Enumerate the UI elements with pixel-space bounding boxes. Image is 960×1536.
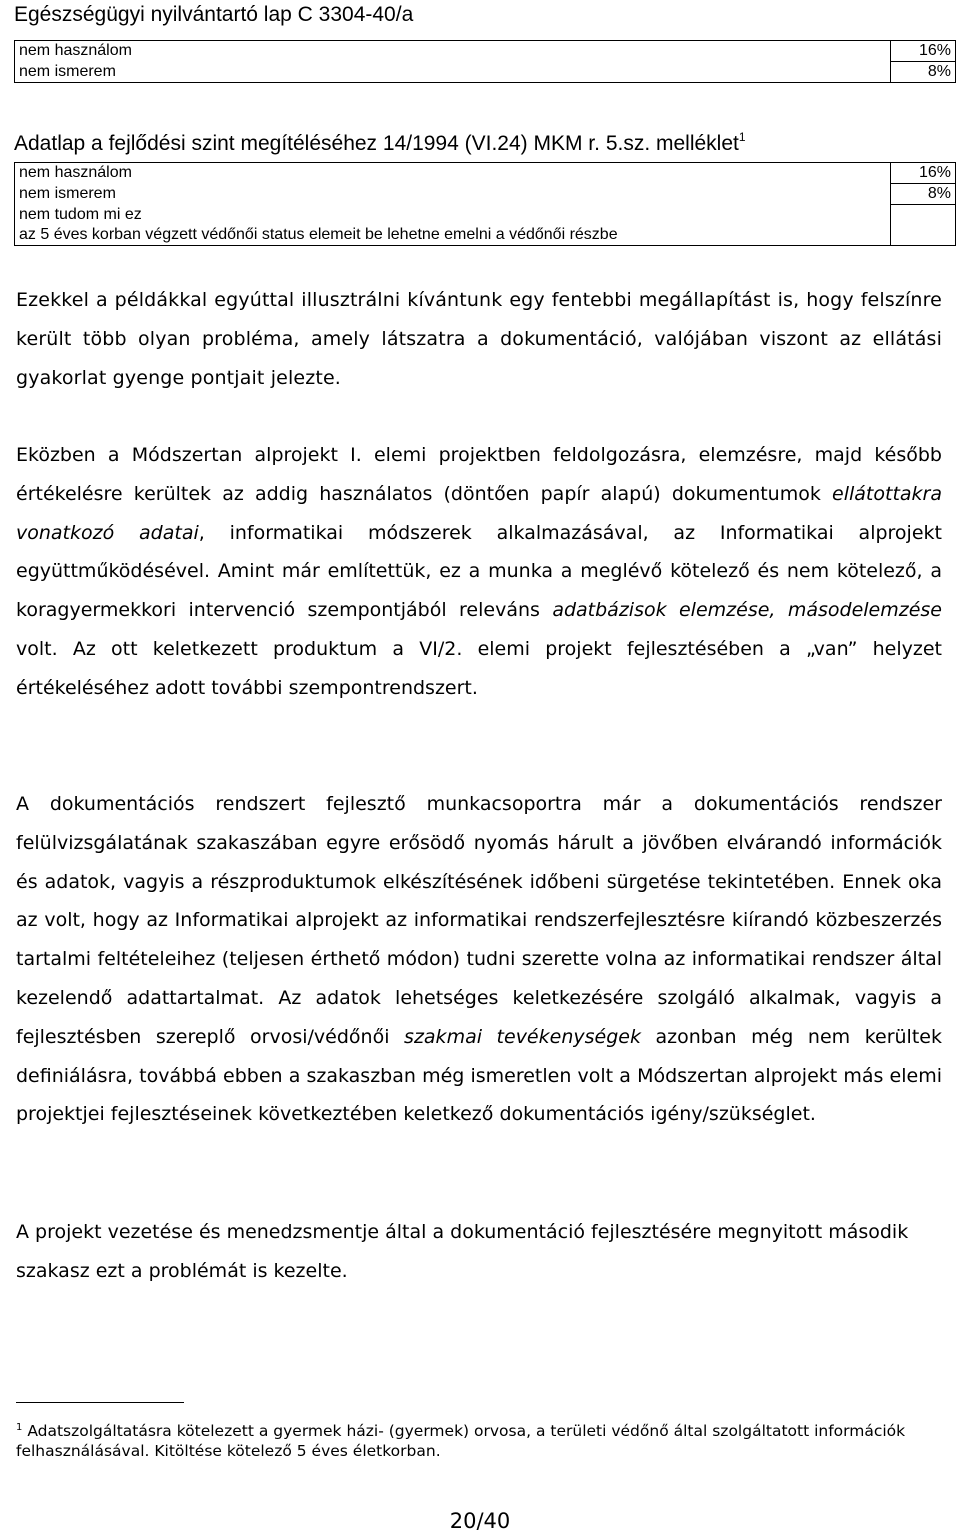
paragraph-3-italic-1: szakmai tevékenységek	[404, 1025, 641, 1048]
row-label: nem használom	[15, 41, 891, 62]
paragraph-2-text-a: Eközben a Módszertan alprojekt I. elemi projektben feldolgozásra, elemzésre, majd később értékelésre kerültek az addig használatos (döntően papír alapú) dokumentumok	[16, 444, 942, 505]
paragraph-2-italic-2: adatbázisok elemzése, másodelemzése	[552, 599, 942, 622]
section-title	[14, 124, 746, 157]
table-row	[15, 184, 956, 205]
paragraph-2-text-b: , informatikai módszerek alkalmazásával, az Informatikai alprojekt együttműködésével. Amint már említettük, ez a munka a meglévő kötelező és nem kötelező, a koragyermekkori intervenció szempontjából releváns	[16, 521, 942, 622]
document-title: Egészségügyi nyilvántartó lap C 3304-40/a	[14, 3, 414, 26]
row-label: nem ismerem	[15, 62, 891, 83]
row-value: 8%	[891, 184, 956, 205]
paragraph-2-italic-1: ellátottakra vonatkozó adatai	[16, 482, 942, 544]
row-value: 16%	[891, 163, 956, 184]
row-label: nem használom	[15, 163, 891, 184]
footnote-reference: 1	[738, 130, 746, 144]
paragraph-2-text-c: volt. Az ott keletkezett produktum a VI/2. elemi projekt fejlesztésében a „van” helyzet értékeléséhez adott további szempontrendszert.	[16, 637, 942, 699]
footnote-separator	[16, 1402, 184, 1403]
table-row	[15, 205, 956, 226]
row-value	[891, 225, 956, 246]
paragraph-3	[16, 785, 942, 1134]
paragraph-2	[16, 436, 942, 708]
footnote-number: 1	[16, 1422, 23, 1433]
table-row	[15, 225, 956, 246]
survey-table-2	[14, 162, 956, 246]
row-label: az 5 éves korban végzett védőnői status elemeit be lehetne emelni a védőnői részbe	[15, 225, 891, 246]
page-number: 20/40	[449, 1509, 511, 1533]
table-row	[15, 62, 956, 83]
footnote	[16, 1418, 946, 1461]
paragraph-4: A projekt vezetése és menedzsmentje által a dokumentáció fejlesztésére megnyitott második szakasz ezt a problémát is kezelte.	[16, 1221, 909, 1282]
row-label: nem ismerem	[15, 184, 891, 205]
section-title-text: Adatlap a fejlődési szint megítéléséhez 14/1994 (VI.24) MKM r. 5.sz. melléklet	[14, 132, 739, 155]
table-row	[15, 41, 956, 62]
row-label: nem tudom mi ez	[15, 205, 891, 226]
table-row	[15, 163, 956, 184]
footnote-text: Adatszolgáltatásra kötelezett a gyermek házi- (gyermek) orvosa, a területi védőnő által szolgáltatott információk felhasználásával. Kitöltése kötelező 5 éves életkorban.	[16, 1422, 906, 1460]
row-value	[891, 205, 956, 226]
row-value: 8%	[891, 62, 956, 83]
paragraph-1: Ezekkel a példákkal egyúttal illusztrálni kívántunk egy fentebbi megállapítást is, hogy felszínre került több olyan probléma, amely látszatra a dokumentáció, valójában viszont az ellátási gyakorlat gyenge pontjait jelezte.	[16, 289, 942, 389]
paragraph-3-text-a: A dokumentációs rendszert fejlesztő munkacsoportra már a dokumentációs rendszer felülvizsgálatának szakaszában egyre erősödő nyomás hárult a jövőben elvárandó információk és adatok, vagyis a részproduktumok elkészítésének időbeni sürgetése tekintetében. Ennek oka az volt, hogy az Informatikai alprojekt az informatikai rendszerfejlesztésre kiírandó közbeszerzés tartalmi feltételeihez (teljesen érthető módon) tudni szerette volna az informatikai rendszer által kezelendő adattartalmat. Az adatok lehetséges keletkezésére szolgáló alkalmak, vagyis a fejlesztésben szereplő orvosi/védőnői	[16, 793, 942, 1048]
paragraph-3-text-b: azonban még nem kerültek definiálásra, továbbá ebben a szakaszban még ismeretlen volt a Módszertan alprojekt más elemi projektjei fejlesztéseinek következtében keletkező dokumentációs igény/szükséglet.	[16, 1025, 942, 1126]
survey-table-1	[14, 40, 956, 83]
row-value: 16%	[891, 41, 956, 62]
